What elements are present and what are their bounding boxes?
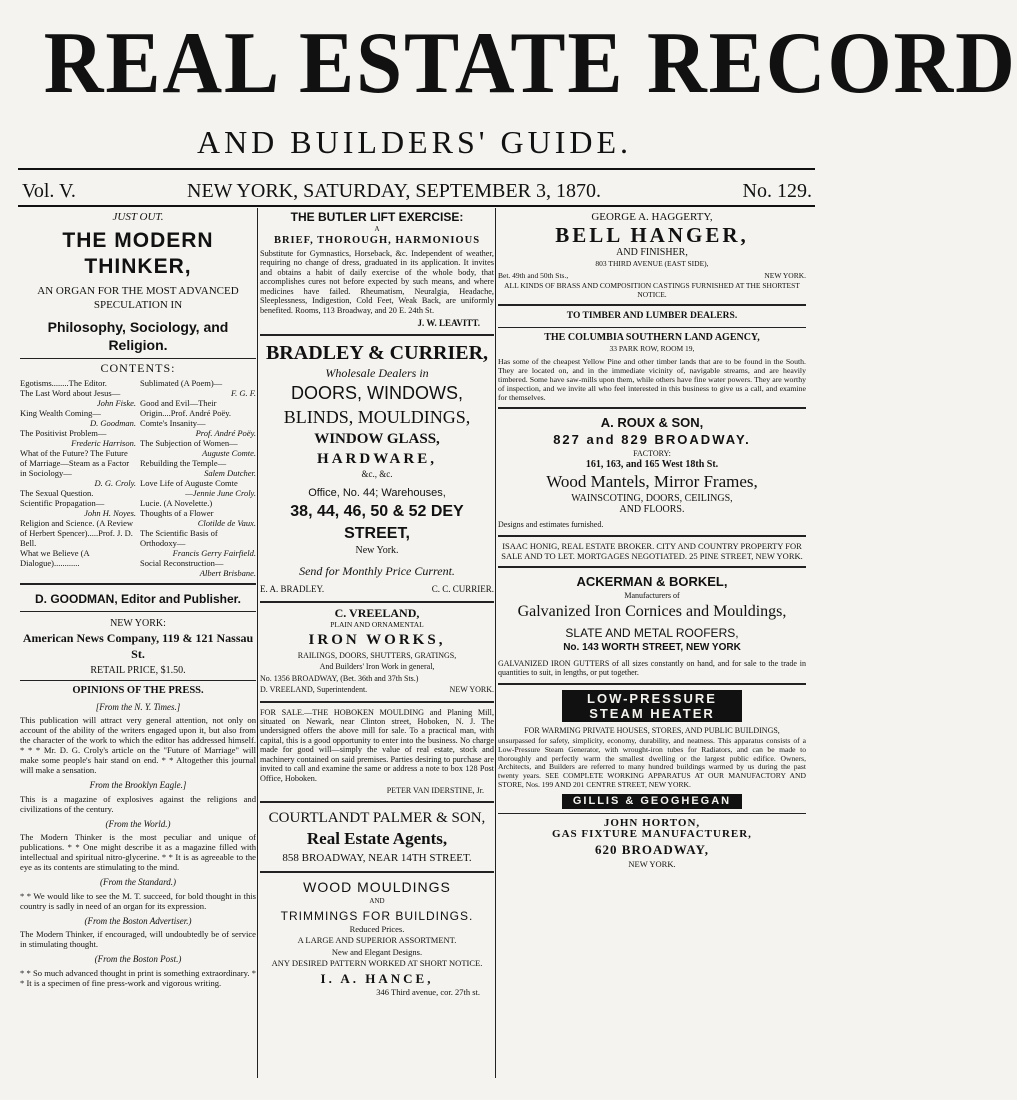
contents-author: D. Goodman.	[89, 418, 136, 428]
contents-item: Thoughts of a Flower	[140, 508, 214, 518]
bradley-doors: DOORS, WINDOWS,	[291, 383, 463, 404]
roux-title: A. ROUX & SON,	[600, 414, 704, 430]
butler-heading: THE BUTLER LIFT EXERCISE:	[290, 210, 464, 224]
contents-author: Salem Dutcher.	[204, 468, 256, 478]
roux-designs: Designs and estimates furnished.	[498, 519, 604, 529]
bradley-etc: &c., &c.	[361, 469, 393, 480]
ackerman-manu: Manufacturers of	[624, 591, 680, 600]
contents-item: What of the Future? The Future of Marriage—Steam as a Factor in Sociology—	[20, 448, 130, 478]
ackerman-galvanized: Galvanized Iron Cornices and Mouldings,	[517, 602, 787, 620]
contents-author: Clotilde de Vaux.	[197, 518, 256, 528]
new-york-label: NEW YORK:	[110, 618, 166, 629]
retail-price: RETAIL PRICE, $1.50.	[90, 664, 186, 676]
horton-address: 620 BROADWAY,	[595, 841, 709, 857]
contents-item: Social Reconstruction—	[140, 558, 224, 568]
bradley-hardware: HARDWARE,	[317, 451, 437, 468]
opinions-heading: OPINIONS OF THE PRESS.	[72, 685, 204, 696]
contents-left	[20, 378, 136, 578]
contents-item: King Wealth Coming—	[20, 408, 101, 418]
vreeland-superintendent: D. VREELAND, Superintendent.	[260, 685, 368, 695]
opinion-text: The Modern Thinker, if encouraged, will undoubtedly be of service in stimulating thought.	[20, 929, 256, 949]
heater-for: FOR WARMING PRIVATE HOUSES, STORES, AND PUBLIC BUILDINGS,	[524, 725, 780, 735]
contents-item: Rebuilding the Temple—	[140, 458, 227, 468]
contents-author: Prof. André Poëy.	[195, 428, 256, 438]
timber-heading: TO TIMBER AND LUMBER DEALERS.	[566, 311, 738, 321]
columbia-text: Has some of the cheapest Yellow Pine and other timber lands that are to be found in the South. They are located on, and in the immediate vicinity of, navigable streams, and are heavily timbered. Some have saw-mills upon them, while others have fine water powers. They are worthy of inspection, and we invite all who feel interested in this business to give us a call, and examine for themselves.	[498, 356, 806, 402]
sale-text: FOR SALE.—THE HOBOKEN MOULDING and Planing Mill, situated on Newark, near Clinton street, Hoboken, N. J. The undersigned offers the above mill for sale. To a practical man, with capital, this is a good opportunity to enter into the business. No charge made for good will—simply the value of real estate, stock and machinery contained on said premises. Parties desiring to purchase are invited to call and examine the same or address a note to box 128 Post Office, Hoboken.	[260, 707, 494, 783]
hance-name: I. A. HANCE,	[320, 970, 434, 986]
haggerty-title: BELL HANGER,	[555, 222, 749, 247]
haggerty-between	[498, 270, 806, 282]
haggerty-castings: ALL KINDS OF BRASS AND COMPOSITION CASTINGS FURNISHED AT THE SHORTEST NOTICE.	[504, 281, 800, 299]
masthead-title: REAL ESTATE RECORD	[43, 15, 1017, 112]
contents-item: Scientific Propagation—	[20, 498, 105, 508]
contents-item: Religion and Science. (A Review of Herbert Spencer).....Prof. J. D. Bell.	[20, 518, 134, 548]
wood-reduced: Reduced Prices.	[349, 923, 405, 934]
butler-text: Substitute for Gymnastics, Horseback, &c. Independent of weather, requiring no change of dress, graduated in its application. It invites and obtains a habit of daily exercise of the whole body, that accomplishes cures not before expected by such means, and where medicines have failed. Rheumatism, Neuralgia, Headache, Sleeplessness, Indigestion, Cold Feet, Weak Back, are uniformly benefited. Rooms, 113 Broadway, and 20 E. 24th St.	[260, 248, 494, 316]
contents-item: Egotisms........The Editor.	[20, 378, 107, 388]
opinion-text: * * So much advanced thought in print is something extraordinary. * * It is a specimen of fine press-work and vigorous writing.	[20, 967, 256, 988]
opinion-source: (From the World.)	[105, 818, 171, 829]
contents-author: John H. Noyes.	[84, 508, 136, 518]
vreeland-address: No. 1356 BROADWAY, (Bet. 36th and 37th Sts.)	[260, 673, 419, 683]
horton-name: JOHN HORTON,	[603, 816, 701, 829]
vreeland-city: NEW YORK.	[449, 685, 494, 695]
columbia-title: THE COLUMBIA SOUTHERN LAND AGENCY,	[544, 331, 760, 343]
ackerman-gutters: GALVANIZED IRON GUTTERS of all sizes constantly on hand, and for sale to the trade in quantities to suit, in lengths, or put together.	[498, 658, 806, 677]
roux-wainscoting: WAINSCOTING, DOORS, CEILINGS,	[571, 492, 733, 504]
bradley-ny: New York.	[355, 544, 399, 556]
news-company: American News Company, 119 & 121 Nassau St.	[22, 630, 254, 661]
haggerty-sub: AND FINISHER,	[616, 246, 688, 258]
contents-item: Comte's Insanity—	[140, 418, 206, 428]
contents-item: Sublimated (A Poem)—	[140, 378, 223, 388]
contents-author: Frederic Harrison.	[71, 438, 136, 448]
opinion-text: This publication will attract very general attention, not only on account of the ability of the writers engaged upon it, but also from the character of the work to which the editor has addressed himself. * * * Mr. D. G. Croly's article on the "Future of Marriage" will make some people's hair stand on end. * * Altogether this journal will make a sensation.	[20, 715, 256, 775]
column-modern-thinker	[20, 212, 256, 1080]
bradley-glass: WINDOW GLASS,	[314, 431, 440, 448]
speculation-desc: SPECULATION IN	[93, 298, 183, 311]
butler-a: A	[374, 224, 380, 233]
sale-signature: PETER VAN IDERSTINE, Jr.	[386, 785, 484, 795]
contents-item: The Sexual Question.	[20, 488, 94, 498]
contents-item: Love Life of Auguste Comte	[140, 478, 238, 488]
heater-line1: LOW-PRESSURE	[587, 690, 717, 706]
bradley-address: 38, 44, 46, 50 & 52 DEY STREET,	[290, 502, 464, 542]
butler-signature: J. W. LEAVITT.	[417, 317, 480, 328]
opinions-list	[20, 702, 256, 988]
hance-address: 346 Third avenue, cor. 27th st.	[376, 986, 480, 997]
vreeland-footer	[260, 684, 494, 696]
roux-factory-label: FACTORY:	[633, 448, 671, 458]
contents-item: The Positivist Problem—	[20, 428, 107, 438]
opinion-text: * * We would like to see the M. T. succeed, for bold thought in this country is sadly in need of an organ for its expression.	[20, 890, 256, 911]
honig-ad: ISAAC HONIG, REAL ESTATE BROKER. CITY AND COUNTRY PROPERTY FOR SALE AND TO LET. MORTGAGES NEGOTIATED. 25 PINE STREET, NEW YORK.	[501, 541, 803, 561]
contents-item: The Subjection of Women—	[140, 438, 238, 448]
opinion-source: From the Brooklyn Eagle.]	[89, 780, 187, 790]
wood-new: New and Elegant Designs.	[331, 946, 423, 957]
vreeland-title: C. VREELAND,	[334, 605, 420, 620]
vreeland-iron: IRON WORKS,	[308, 631, 446, 648]
contents-item: Lucie. (A Novelette.)	[140, 498, 213, 508]
bradley-title: BRADLEY & CURRIER,	[265, 342, 489, 365]
gillis-banner: GILLIS & GEOGHEGAN	[562, 794, 742, 809]
volume: Vol. V.	[22, 180, 76, 202]
contents-item: The Last Word about Jesus—	[20, 388, 121, 398]
contents-list	[20, 378, 256, 578]
wood-trimmings: TRIMMINGS FOR BUILDINGS.	[280, 908, 474, 923]
contents-author: Albert Brisbane.	[199, 568, 256, 578]
opinion-source: [From the N. Y. Times.]	[95, 701, 181, 712]
column-divider	[495, 208, 496, 1078]
bradley-sig: E. A. BRADLEY.	[260, 584, 325, 595]
contents-item: Good and Evil—Their Origin....Prof. André Poëy.	[140, 398, 232, 418]
wood-mouldings: WOOD MOULDINGS	[303, 879, 451, 896]
palmer-agents: Real Estate Agents,	[306, 829, 448, 849]
editor-line: D. GOODMAN, Editor and Publisher.	[34, 592, 241, 606]
roux-mantels: Wood Mantels, Mirror Frames,	[546, 471, 758, 491]
opinion-source: (From the Boston Advertiser.)	[84, 915, 192, 926]
contents-author: Auguste Comte.	[202, 448, 256, 458]
contents-author: —Jennie June Croly.	[185, 488, 256, 498]
bradley-office: Office, No. 44; Warehouses,	[308, 486, 446, 499]
issue-date: NEW YORK, SATURDAY, SEPTEMBER 3, 1870.	[187, 180, 601, 202]
columbia-address: 33 PARK ROW, ROOM 19,	[609, 344, 695, 353]
subjects: Philosophy, Sociology, and Religion.	[47, 318, 229, 353]
contents-right	[140, 378, 256, 578]
haggerty-city: NEW YORK.	[764, 270, 806, 280]
palmer-address: 858 BROADWAY, NEAR 14TH STREET.	[282, 852, 472, 865]
currier-sig: C. C. CURRIER.	[431, 584, 494, 595]
roux-floors: AND FLOORS.	[619, 504, 685, 515]
butler-sub: BRIEF, THOROUGH, HARMONIOUS	[273, 235, 481, 246]
bradley-wholesale: Wholesale Dealers in	[325, 366, 429, 381]
top-rule	[18, 168, 815, 170]
dateline	[22, 178, 812, 206]
organ-desc: AN ORGAN FOR THE MOST ADVANCED	[37, 284, 239, 297]
bradley-blinds: BLINDS, MOULDINGS,	[283, 407, 471, 428]
just-out: JUST OUT.	[112, 211, 164, 223]
ackerman-title: ACKERMAN & BORKEL,	[576, 574, 728, 589]
haggerty-name: GEORGE A. HAGGERTY,	[591, 211, 713, 223]
contents-author: F. G. F.	[231, 388, 256, 398]
contents-item: The Scientific Basis of Orthodoxy—	[140, 528, 218, 548]
vreeland-items: RAILINGS, DOORS, SHUTTERS, GRATINGS,	[297, 650, 457, 660]
vreeland-builders: And Builders' Iron Work in general,	[319, 662, 435, 672]
ackerman-slate: SLATE AND METAL ROOFERS,	[565, 625, 739, 640]
heater-banner	[562, 690, 742, 722]
opinion-text: The Modern Thinker is the most peculiar and unique of publications. * * One might describe it as a magazine filled with intellectual and spiritual nitro-glycerine. * * It is as agreeable to the eye as its contents are stimulating to the mind.	[20, 832, 256, 872]
masthead-subtitle: AND BUILDERS' GUIDE.	[196, 124, 633, 160]
heater-line2: STEAM HEATER	[589, 705, 715, 721]
wood-and: AND	[369, 897, 385, 906]
issue-number: No. 129.	[742, 180, 812, 202]
contents-heading: CONTENTS:	[100, 360, 176, 375]
column-right	[498, 212, 806, 1080]
ackerman-address: No. 143 WORTH STREET, NEW YORK	[563, 641, 741, 653]
bradley-send: Send for Monthly Price Current.	[299, 564, 455, 579]
roux-address: 827 and 829 BROADWAY.	[553, 431, 751, 447]
contents-author: Francis Gerry Fairfield.	[172, 548, 256, 558]
opinion-source: (From the Standard.)	[99, 877, 177, 887]
contents-author: John Fiske.	[96, 398, 136, 408]
haggerty-streets: Bet. 49th and 50th Sts.,	[498, 270, 569, 280]
opinion-text: This is a magazine of explosives against the religions and civilizations of the century.	[20, 793, 256, 814]
horton-title: GAS FIXTURE MANUFACTURER,	[552, 828, 752, 841]
wood-large: A LARGE AND SUPERIOR ASSORTMENT.	[297, 935, 457, 946]
contents-author: D. G. Croly.	[94, 478, 136, 488]
heater-text: unsurpassed for safety, simplicity, economy, durability, and neatness. This apparatus consists of a Low-Pressure Steam Generator, with wrought-iron tubes for Radiators, and can be made to thoroughly and perfectly warm the smallest dwelling or the largest public edifice. Owners, Architects, and Builders are referred to many hundred buildings warmed by us during the past twenty years. SEE COMPLETE WORKING APPARATUS AT OUR MANUFACTORY AND STORE, Nos. 199 AND 201 CENTRE STREET, NEW YORK.	[498, 736, 806, 789]
column-divider	[257, 208, 258, 1078]
dateline-rule	[18, 205, 815, 207]
bradley-signatures	[260, 584, 494, 596]
haggerty-address: 803 THIRD AVENUE (EAST SIDE),	[595, 259, 709, 268]
modern-thinker-title: THE MODERN THINKER,	[62, 228, 214, 278]
horton-city: NEW YORK.	[628, 858, 676, 869]
roux-factory-address: 161, 163, and 165 West 18th St.	[585, 459, 719, 470]
vreeland-sub: PLAIN AND ORNAMENTAL	[330, 620, 424, 630]
opinion-source: (From the Boston Post.)	[94, 954, 182, 964]
contents-item: What we Believe (A Dialogue)............	[20, 548, 90, 568]
palmer-title: COURTLANDT PALMER & SON,	[268, 810, 486, 827]
column-middle	[260, 212, 494, 1080]
wood-any: ANY DESIRED PATTERN WORKED AT SHORT NOTICE.	[271, 958, 483, 969]
